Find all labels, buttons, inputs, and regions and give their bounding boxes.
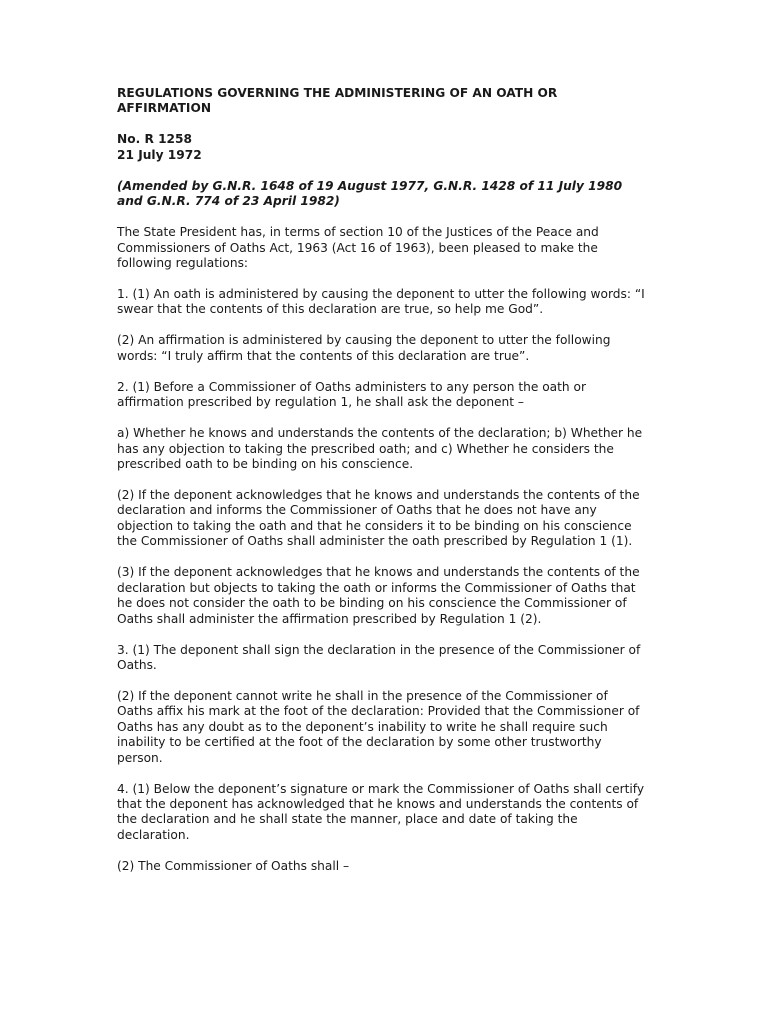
regulation-4-2: (2) The Commissioner of Oaths shall – xyxy=(117,858,350,873)
regulation-2-1-questions: a) Whether he knows and understands the contents of the declaration; b) Whether he has any objection to taking the prescribed oath; and c) Whether he considers the prescribed oath to be binding on his conscience. xyxy=(117,426,643,472)
regulation-3-2: (2) If the deponent cannot write he shall in the presence of the Commissioner of Oaths affix his mark at the foot of the declaration: Provided that the Commissioner of Oaths has any doubt as to the deponent’s inability to write he shall require such inability to be certified at the foot of the declaration by some other trustworthy person. xyxy=(117,688,640,765)
document-number: No. R 1258 xyxy=(117,132,192,147)
regulation-1-1: 1. (1) An oath is administered by causing the deponent to utter the following words: “I swear that the contents of this declaration are true, so help me God”. xyxy=(117,287,645,317)
regulation-3-1: 3. (1) The deponent shall sign the declaration in the presence of the Commissioner of Oaths. xyxy=(117,642,641,672)
regulation-2-2: (2) If the deponent acknowledges that he knows and understands the contents of the declaration and informs the Commissioner of Oaths that he does not have any objection to taking the oath and that he considers it to be binding on his conscience the Commissioner of Oaths shall administer the oath prescribed by Regulation 1 (1). xyxy=(117,488,640,549)
regulation-2-3: (3) If the deponent acknowledges that he knows and understands the contents of the declaration but objects to taking the oath or informs the Commissioner of Oaths that he does not consider the oath to be binding on his conscience the Commissioner of Oaths shall administer the affirmation prescribed by Regulation 1 (2). xyxy=(117,565,640,626)
document-title: REGULATIONS GOVERNING THE ADMINISTERING OF AN OATH OR AFFIRMATION xyxy=(117,86,558,116)
document-page xyxy=(117,86,647,890)
preamble-paragraph: The State President has, in terms of section 10 of the Justices of the Peace and Commissioners of Oaths Act, 1963 (Act 16 of 1963), been pleased to make the following regulations: xyxy=(117,225,599,271)
regulation-2-1: 2. (1) Before a Commissioner of Oaths administers to any person the oath or affirmation prescribed by regulation 1, he shall ask the deponent – xyxy=(117,379,586,410)
document-number-date xyxy=(117,132,647,163)
regulation-4-1: 4. (1) Below the deponent’s signature or mark the Commissioner of Oaths shall certify that the deponent has acknowledged that he knows and understands the contents of the declaration and he shall state the manner, place and date of taking the declaration. xyxy=(117,781,645,842)
document-date: 21 July 1972 xyxy=(117,147,202,162)
amendment-note: (Amended by G.N.R. 1648 of 19 August 1977, G.N.R. 1428 of 11 July 1980 and G.N.R. 774 of 23 April 1982) xyxy=(117,178,623,209)
regulation-1-2: (2) An affirmation is administered by causing the deponent to utter the following words: “I truly affirm that the contents of this declaration are true”. xyxy=(117,333,611,363)
